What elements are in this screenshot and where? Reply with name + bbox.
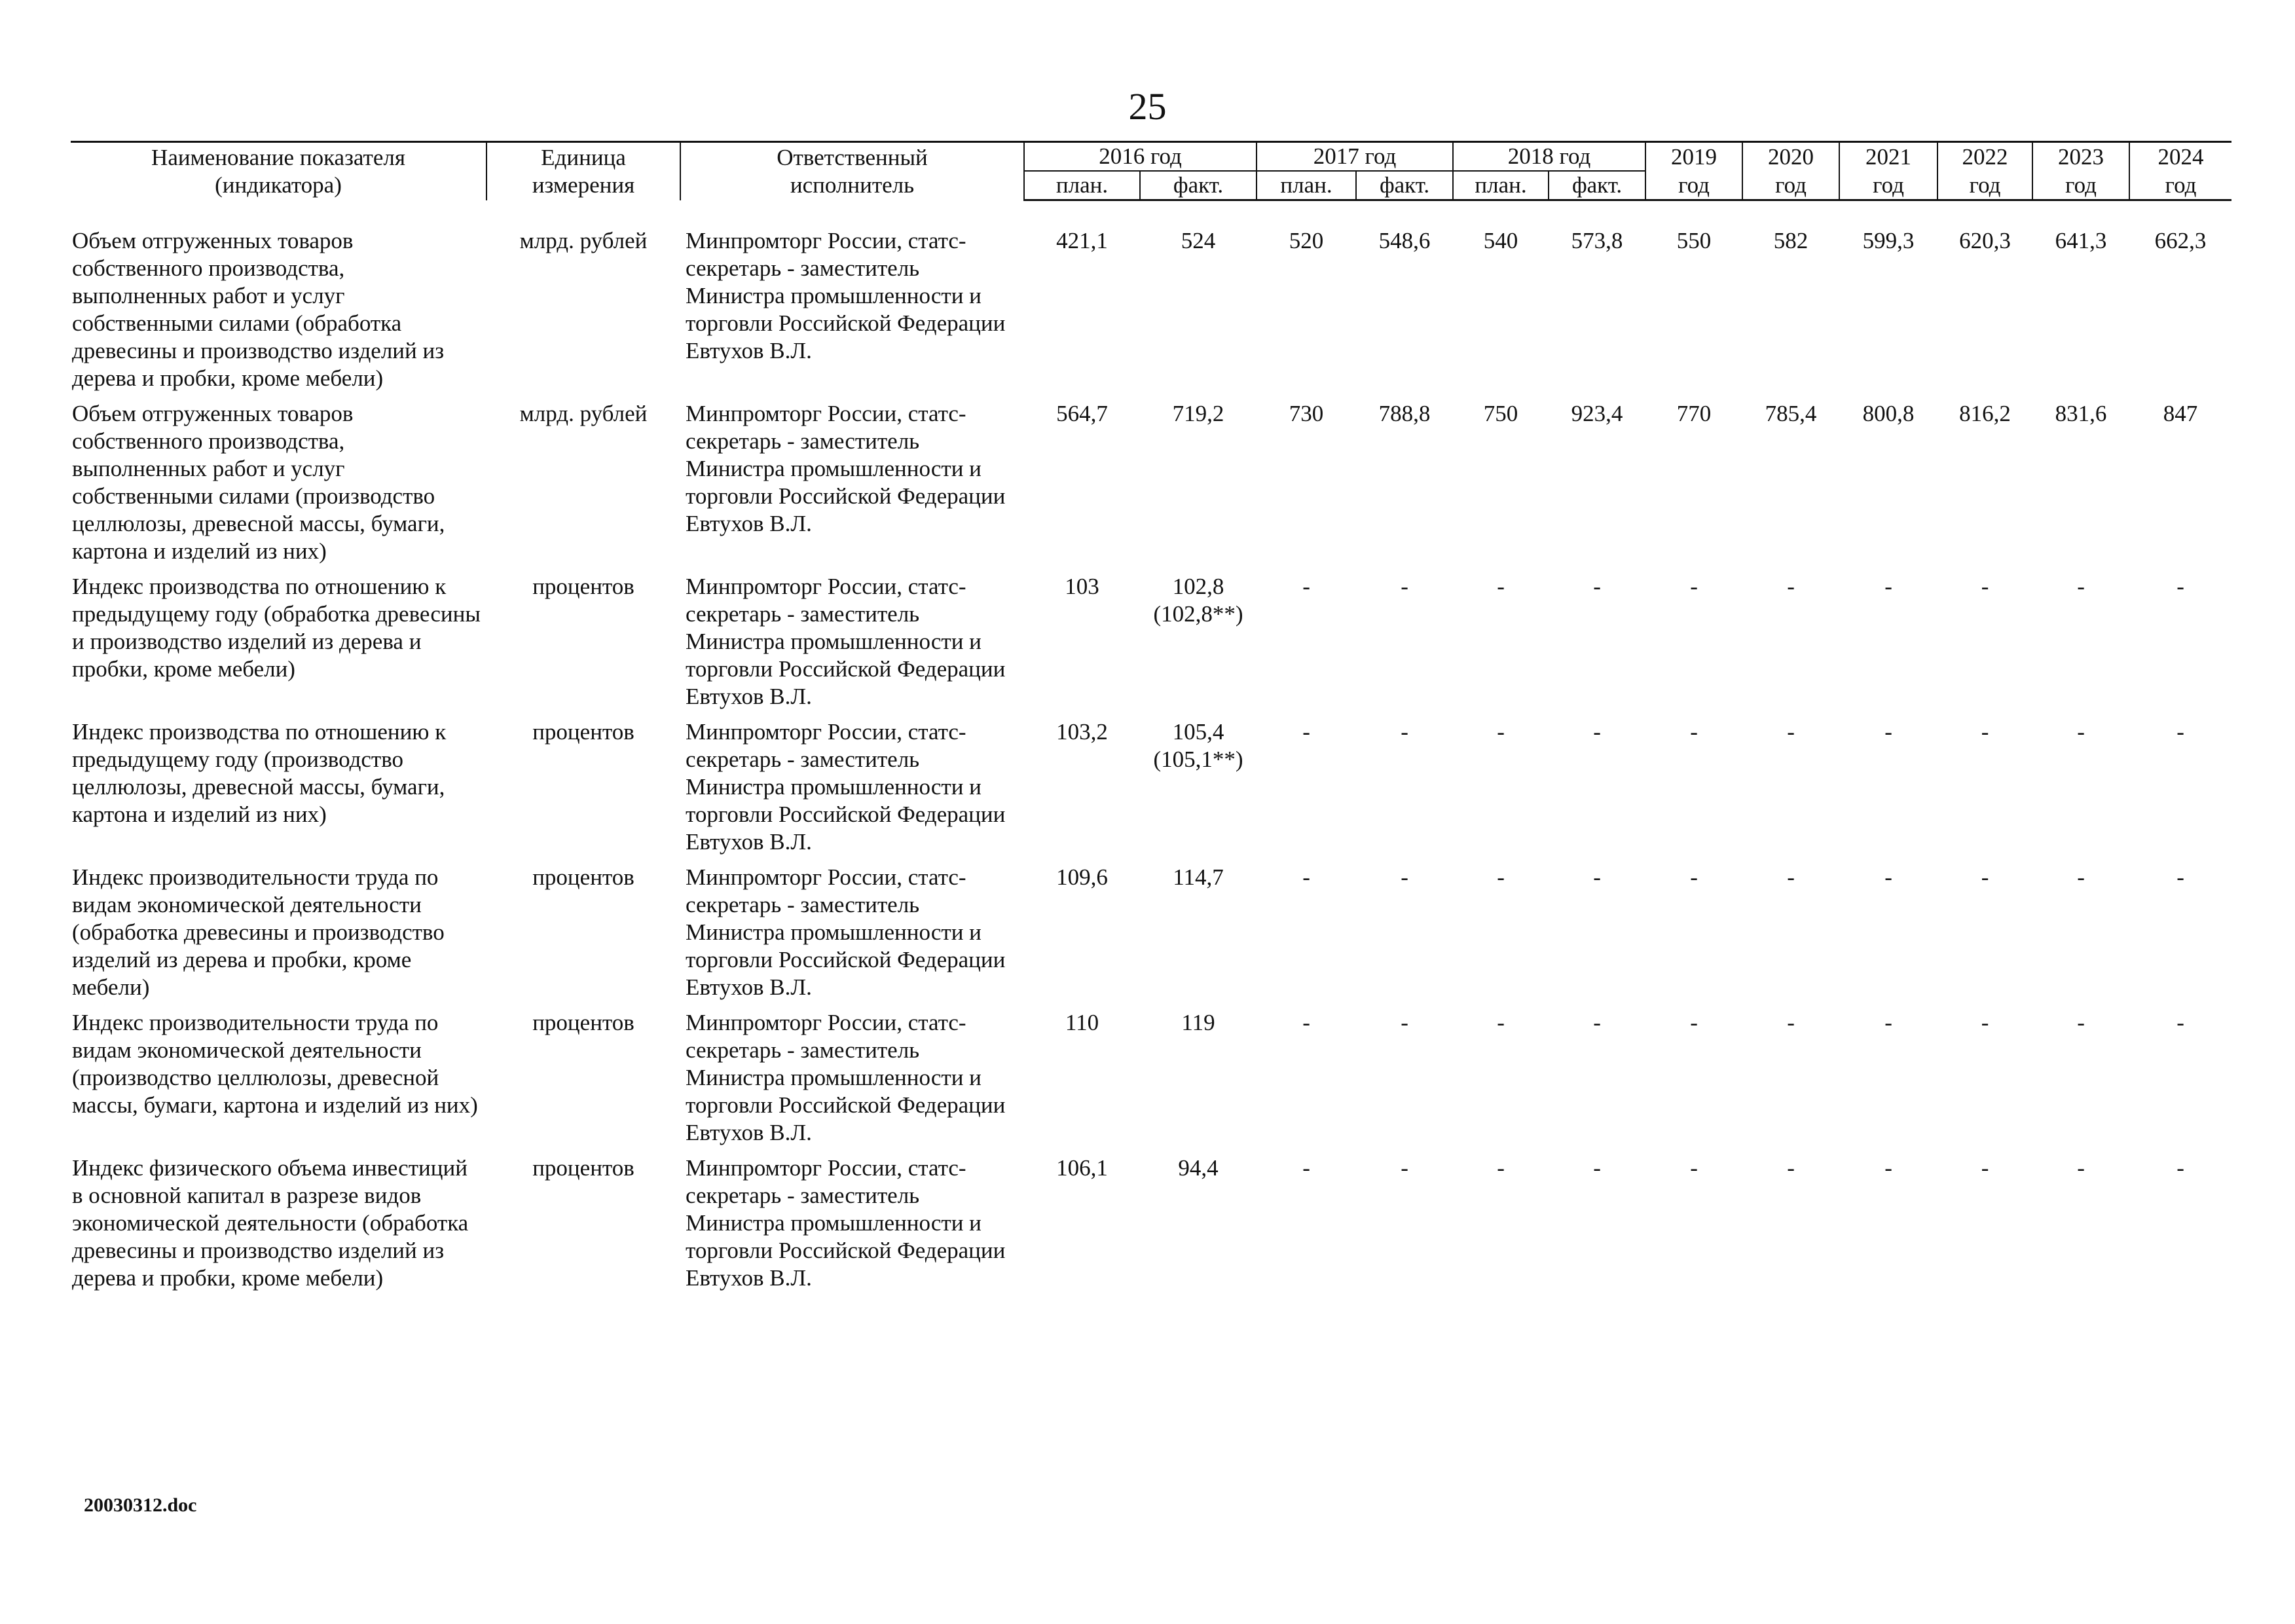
value-2018-plan: - <box>1497 574 1505 599</box>
table-row <box>71 718 2231 864</box>
header-2018-fact: факт. <box>1549 171 1645 200</box>
indicator-name: Индекс производительности труда по видам экономической деятельности (производство целлюлозы, древесной массы, бумаги, картона и изделий из них) <box>72 1010 478 1118</box>
table-header <box>71 142 2231 200</box>
value-2019: - <box>1690 1010 1698 1035</box>
value-2023: - <box>2077 719 2085 745</box>
indicator-table <box>71 141 2231 1300</box>
header-2018-plan: план. <box>1453 171 1549 200</box>
value-2016-plan: 106,1 <box>1056 1155 1108 1181</box>
value-2017-fact: - <box>1401 1010 1408 1035</box>
indicator-name: Индекс производства по отношению к предыдущему году (производство целлюлозы, древесной массы, бумаги, картона и изделий из них) <box>72 719 447 827</box>
header-2024: 2024 <box>2129 142 2231 172</box>
header-2024-year-word: год <box>2129 171 2231 200</box>
value-2016-plan: 421,1 <box>1056 228 1108 253</box>
value-2023: - <box>2077 864 2085 890</box>
responsible-cell: Минпромторг России, статс-секретарь - заместитель Министра промышленности и торговли Российской Федерации Евтухов В.Л. <box>686 864 1006 1000</box>
value-2016-fact-note: (105,1**) <box>1153 747 1243 772</box>
indicator-name: Индекс физического объема инвестиций в основной капитал в разрезе видов экономической деятельности (обработка древесины и производство изделий из дерева и пробки, кроме мебели) <box>72 1155 469 1291</box>
value-2021: - <box>1884 719 1892 745</box>
indicator-name: Индекс производства по отношению к предыдущему году (обработка древесины и производство изделий из дерева и пробки, кроме мебели) <box>72 574 481 682</box>
header-2021-year-word: год <box>1839 171 1937 200</box>
header-name <box>71 142 487 200</box>
value-2020: - <box>1787 1155 1795 1181</box>
value-2021: 800,8 <box>1862 401 1915 426</box>
table-row <box>71 1154 2231 1300</box>
value-2019: - <box>1690 1155 1698 1181</box>
header-responsible <box>680 142 1024 200</box>
header-2022: 2022 <box>1937 142 2032 172</box>
header-unit <box>487 142 680 200</box>
value-2024: - <box>2176 574 2184 599</box>
value-2019: 770 <box>1676 401 1712 426</box>
table-row <box>71 1009 2231 1154</box>
value-2018-plan: - <box>1497 719 1505 745</box>
value-2021: - <box>1884 574 1892 599</box>
value-2024: - <box>2176 864 2184 890</box>
header-2023-year-word: год <box>2032 171 2129 200</box>
header-resp-line2: исполнитель <box>790 172 915 198</box>
value-2018-plan: - <box>1497 864 1505 890</box>
value-2022: 620,3 <box>1959 228 2011 253</box>
value-2021: - <box>1884 864 1892 890</box>
unit-cell: процентов <box>532 864 634 890</box>
value-2023: 831,6 <box>2055 401 2107 426</box>
value-2017-fact: - <box>1401 864 1408 890</box>
header-row-1 <box>71 142 2231 172</box>
value-2018-plan: - <box>1497 1010 1505 1035</box>
value-2016-fact-main: 105,4 <box>1172 719 1224 745</box>
header-2019-year-word: год <box>1645 171 1742 200</box>
header-2020-year-word: год <box>1742 171 1839 200</box>
value-2021: 599,3 <box>1862 228 1915 253</box>
table-row <box>71 227 2231 400</box>
header-2017: 2017 год <box>1257 142 1453 172</box>
unit-cell: млрд. рублей <box>519 401 648 426</box>
document-code: 20030312.doc <box>84 1494 197 1516</box>
value-2016-plan: 110 <box>1065 1010 1099 1035</box>
value-2022: 816,2 <box>1959 401 2011 426</box>
value-2016-plan: 109,6 <box>1056 864 1108 890</box>
value-2016-fact: 119 <box>1181 1010 1215 1035</box>
value-2017-fact: - <box>1401 1155 1408 1181</box>
header-2017-plan: план. <box>1257 171 1356 200</box>
header-2019: 2019 <box>1645 142 1742 172</box>
header-unit-line2: измерения <box>532 172 635 198</box>
value-2016-plan: 103 <box>1065 574 1099 599</box>
value-2016-fact: 94,4 <box>1178 1155 1219 1181</box>
value-2017-plan: - <box>1302 864 1310 890</box>
value-2022: - <box>1981 1155 1989 1181</box>
header-2023: 2023 <box>2032 142 2129 172</box>
value-2024: 847 <box>2163 401 2198 426</box>
value-2022: - <box>1981 864 1989 890</box>
header-unit-line1: Единица <box>541 144 626 170</box>
value-2019: - <box>1690 719 1698 745</box>
header-2018: 2018 год <box>1453 142 1645 172</box>
value-2020: - <box>1787 864 1795 890</box>
table-row <box>71 573 2231 718</box>
value-2022: - <box>1981 1010 1989 1035</box>
value-2016-fact-main: 102,8 <box>1172 574 1224 599</box>
unit-cell: процентов <box>532 574 634 599</box>
header-spacer <box>71 200 2231 228</box>
value-2020: 582 <box>1773 228 1808 253</box>
value-2017-plan: - <box>1302 719 1310 745</box>
value-2024: - <box>2176 1010 2184 1035</box>
value-2017-plan: 520 <box>1289 228 1324 253</box>
value-2023: - <box>2077 1010 2085 1035</box>
unit-cell: процентов <box>532 1155 634 1181</box>
value-2018-fact: - <box>1593 1155 1601 1181</box>
value-2018-plan: 750 <box>1483 401 1518 426</box>
value-2016-plan: 103,2 <box>1056 719 1108 745</box>
value-2016-plan: 564,7 <box>1056 401 1108 426</box>
value-2018-fact: 923,4 <box>1571 401 1623 426</box>
value-2017-fact: 548,6 <box>1378 228 1431 253</box>
header-2017-fact: факт. <box>1356 171 1453 200</box>
header-resp-line1: Ответственный <box>777 144 928 170</box>
value-2021: - <box>1884 1155 1892 1181</box>
unit-cell: млрд. рублей <box>519 228 648 253</box>
value-2018-fact: - <box>1593 719 1601 745</box>
header-2020: 2020 <box>1742 142 1839 172</box>
value-2017-fact: 788,8 <box>1378 401 1431 426</box>
indicator-name: Объем отгруженных товаров собственного производства, выполненных работ и услуг собственными силами (обработка древесины и производство изделий из дерева и пробки, кроме мебели) <box>72 228 445 391</box>
spacer-cell <box>71 200 2231 228</box>
value-2018-fact: - <box>1593 864 1601 890</box>
header-2021: 2021 <box>1839 142 1937 172</box>
value-2016-fact: 719,2 <box>1172 401 1224 426</box>
value-2019: - <box>1690 864 1698 890</box>
value-2020: - <box>1787 1010 1795 1035</box>
value-2023: - <box>2077 1155 2085 1181</box>
indicator-name: Индекс производительности труда по видам экономической деятельности (обработка древесины и производство изделий из дерева и пробки, кроме мебели) <box>72 864 445 1000</box>
value-2016-fact: 114,7 <box>1173 864 1224 890</box>
value-2021: - <box>1884 1010 1892 1035</box>
value-2016-fact-note: (102,8**) <box>1153 601 1243 627</box>
table-row <box>71 864 2231 1009</box>
value-2017-plan: - <box>1302 1155 1310 1181</box>
unit-cell: процентов <box>532 719 634 745</box>
header-2016-plan: план. <box>1024 171 1140 200</box>
value-2024: - <box>2176 1155 2184 1181</box>
indicator-name: Объем отгруженных товаров собственного производства, выполненных работ и услуг собственными силами (производство целлюлозы, древесной массы, бумаги, картона и изделий из них) <box>72 401 445 564</box>
value-2022: - <box>1981 574 1989 599</box>
value-2016-fact: 524 <box>1181 228 1216 253</box>
value-2024: - <box>2176 719 2184 745</box>
table-body <box>71 200 2231 1301</box>
value-2020: - <box>1787 719 1795 745</box>
value-2017-plan: - <box>1302 1010 1310 1035</box>
value-2023: 641,3 <box>2055 228 2107 253</box>
value-2022: - <box>1981 719 1989 745</box>
responsible-cell: Минпромторг России, статс-секретарь - заместитель Министра промышленности и торговли Российской Федерации Евтухов В.Л. <box>686 574 1006 709</box>
value-2017-fact: - <box>1401 574 1408 599</box>
header-name-line1: Наименование показателя <box>151 144 405 170</box>
header-2016-fact: факт. <box>1140 171 1257 200</box>
value-2018-plan: 540 <box>1483 228 1518 253</box>
value-2017-plan: 730 <box>1289 401 1324 426</box>
value-2018-fact: - <box>1593 1010 1601 1035</box>
value-2019: 550 <box>1676 228 1712 253</box>
responsible-cell: Минпромторг России, статс-секретарь - заместитель Министра промышленности и торговли Российской Федерации Евтухов В.Л. <box>686 1155 1006 1291</box>
value-2017-fact: - <box>1401 719 1408 745</box>
value-2017-plan: - <box>1302 574 1310 599</box>
value-2020: 785,4 <box>1765 401 1817 426</box>
value-2016-fact <box>1140 718 1257 864</box>
page-number: 25 <box>1128 85 1167 128</box>
header-name-line2: (индикатора) <box>215 172 342 198</box>
table-row <box>71 400 2231 573</box>
responsible-cell: Минпромторг России, статс-секретарь - заместитель Министра промышленности и торговли Российской Федерации Евтухов В.Л. <box>686 719 1006 855</box>
value-2019: - <box>1690 574 1698 599</box>
responsible-cell: Минпромторг России, статс-секретарь - заместитель Министра промышленности и торговли Российской Федерации Евтухов В.Л. <box>686 1010 1006 1145</box>
value-2018-fact: - <box>1593 574 1601 599</box>
indicator-table-container <box>71 141 2231 1300</box>
value-2023: - <box>2077 574 2085 599</box>
responsible-cell: Минпромторг России, статс-секретарь - заместитель Министра промышленности и торговли Российской Федерации Евтухов В.Л. <box>686 401 1006 536</box>
value-2018-plan: - <box>1497 1155 1505 1181</box>
value-2024: 662,3 <box>2154 228 2207 253</box>
value-2018-fact: 573,8 <box>1571 228 1623 253</box>
responsible-cell: Минпромторг России, статс-секретарь - заместитель Министра промышленности и торговли Российской Федерации Евтухов В.Л. <box>686 228 1006 363</box>
value-2020: - <box>1787 574 1795 599</box>
header-2022-year-word: год <box>1937 171 2032 200</box>
unit-cell: процентов <box>532 1010 634 1035</box>
header-2016: 2016 год <box>1024 142 1257 172</box>
value-2016-fact <box>1140 573 1257 718</box>
